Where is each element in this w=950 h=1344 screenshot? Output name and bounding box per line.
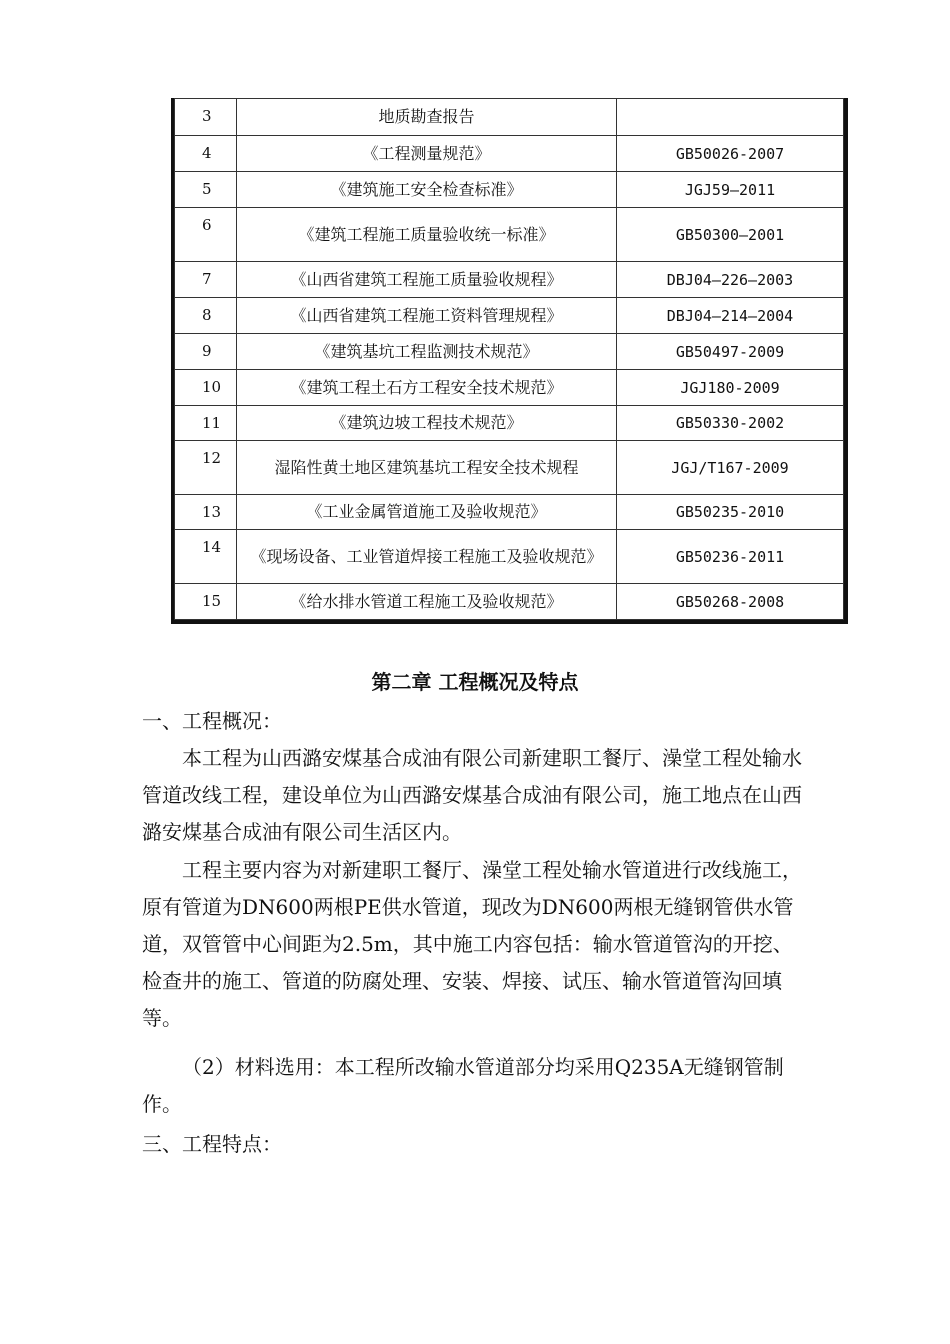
section-heading-overview: 一、工程概况： <box>142 709 282 733</box>
row-number: 13 <box>175 495 237 530</box>
standard-code: GB50236-2011 <box>617 530 844 584</box>
standard-name: 《给水排水管道工程施工及验收规范》 <box>237 584 617 620</box>
standard-name: 《现场设备、工业管道焊接工程施工及验收规范》 <box>237 530 617 584</box>
table-row <box>175 298 844 334</box>
table-row <box>175 370 844 406</box>
table-row <box>175 172 844 208</box>
row-number: 15 <box>175 584 237 620</box>
overview-paragraph: 本工程为山西潞安煤基合成油有限公司新建职工餐厅、澡堂工程处输水管道改线工程，建设单位为山西潞安煤基合成油有限公司，施工地点在山西潞安煤基合成油有限公司生活区内。 <box>142 746 802 844</box>
standard-code: DBJ04—214—2004 <box>617 298 844 334</box>
table-row <box>175 406 844 441</box>
row-number: 10 <box>175 370 237 406</box>
standard-name: 《建筑施工安全检查标准》 <box>237 172 617 208</box>
row-number: 12 <box>175 441 237 495</box>
table-row <box>175 441 844 495</box>
standard-code: GB50330-2002 <box>617 406 844 441</box>
table-row <box>175 584 844 620</box>
standard-name: 《山西省建筑工程施工质量验收规程》 <box>237 262 617 298</box>
row-number: 7 <box>175 262 237 298</box>
standard-code: GB50235-2010 <box>617 495 844 530</box>
standard-code: GB50497-2009 <box>617 334 844 370</box>
row-number: 3 <box>175 99 237 136</box>
standards-table <box>171 98 848 624</box>
table-row <box>175 530 844 584</box>
row-number: 11 <box>175 406 237 441</box>
row-number: 8 <box>175 298 237 334</box>
materials-paragraph: （2）材料选用：本工程所改输水管道部分均采用Q235A无缝钢管制作。 <box>142 1055 784 1116</box>
standard-code: GB50268-2008 <box>617 584 844 620</box>
standard-code: JGJ180-2009 <box>617 370 844 406</box>
standard-code: JGJ59—2011 <box>617 172 844 208</box>
standard-name: 《工程测量规范》 <box>237 136 617 172</box>
table-row <box>175 262 844 298</box>
row-number: 14 <box>175 530 237 584</box>
row-number: 9 <box>175 334 237 370</box>
section-heading-features: 三、工程特点： <box>142 1132 282 1156</box>
table-row <box>175 495 844 530</box>
row-number: 4 <box>175 136 237 172</box>
standard-name: 《建筑工程土石方工程安全技术规范》 <box>237 370 617 406</box>
standard-name: 湿陷性黄土地区建筑基坑工程安全技术规程 <box>237 441 617 495</box>
standard-name: 地质勘查报告 <box>237 99 617 136</box>
standard-name: 《工业金属管道施工及验收规范》 <box>237 495 617 530</box>
row-number: 5 <box>175 172 237 208</box>
chapter-title: 第二章 工程概况及特点 <box>371 670 579 694</box>
table-row <box>175 136 844 172</box>
table-row <box>175 208 844 262</box>
row-number: 6 <box>175 208 237 262</box>
standard-code <box>617 99 844 136</box>
standard-name: 《建筑边坡工程技术规范》 <box>237 406 617 441</box>
standard-name: 《建筑基坑工程监测技术规范》 <box>237 334 617 370</box>
standard-code: GB50026-2007 <box>617 136 844 172</box>
table-row <box>175 334 844 370</box>
table-row <box>175 99 844 136</box>
standard-name: 《建筑工程施工质量验收统一标准》 <box>237 208 617 262</box>
standard-code: JGJ/T167-2009 <box>617 441 844 495</box>
standard-name: 《山西省建筑工程施工资料管理规程》 <box>237 298 617 334</box>
standard-code: GB50300—2001 <box>617 208 844 262</box>
standard-code: DBJ04—226—2003 <box>617 262 844 298</box>
content-paragraph: 工程主要内容为对新建职工餐厅、澡堂工程处输水管道进行改线施工，原有管道为DN600两根PE供水管道，现改为DN600两根无缝钢管供水管道，双管管中心间距为2.5m，其中施工内容包括：输水管道管沟的开挖、检查井的施工、管道的防腐处理、安装、焊接、试压、输水管道管沟回填等。 <box>142 858 802 1030</box>
